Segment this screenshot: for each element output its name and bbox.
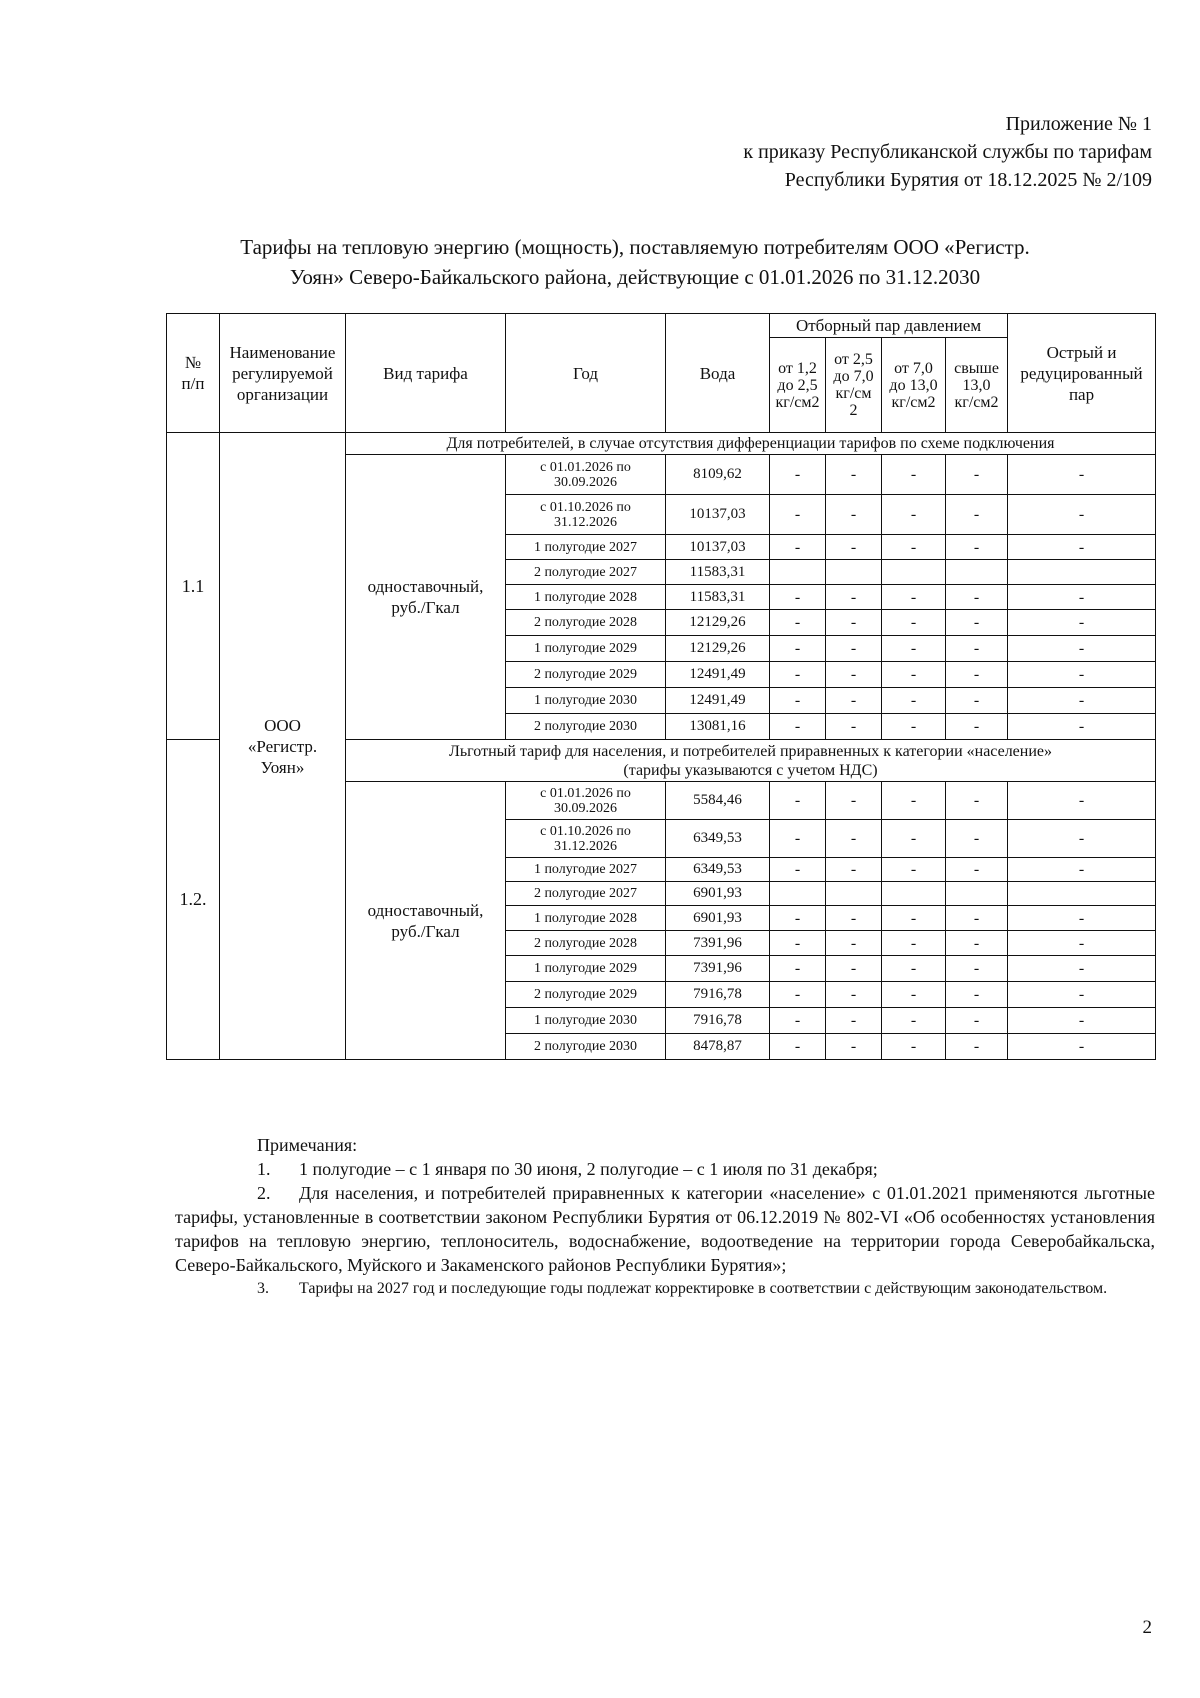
header-number: № п/п bbox=[167, 314, 220, 433]
header-pressure-1: от 1,2 до 2,5 кг/см2 bbox=[770, 338, 826, 433]
water-value: 12491,49 bbox=[666, 688, 770, 714]
steam-value: - bbox=[826, 455, 882, 495]
section-title-row bbox=[167, 433, 1156, 455]
steam-value: - bbox=[946, 714, 1008, 740]
organization-name: ООО «Регистр. Уоян» bbox=[220, 433, 346, 1060]
period-cell: с 01.01.2026 по 30.09.2026 bbox=[506, 455, 666, 495]
header-pressure-2: от 2,5 до 7,0 кг/см 2 bbox=[826, 338, 882, 433]
period-cell: 1 полугодие 2028 bbox=[506, 906, 666, 931]
steam-value: - bbox=[882, 820, 946, 858]
note-text: 1 полугодие – с 1 января по 30 июня, 2 полугодие – с 1 июля по 31 декабря; bbox=[299, 1159, 878, 1179]
steam-value: - bbox=[946, 688, 1008, 714]
steam-value bbox=[946, 882, 1008, 906]
sharp-steam-value: - bbox=[1008, 455, 1156, 495]
water-value: 7391,96 bbox=[666, 931, 770, 956]
sharp-steam-value: - bbox=[1008, 714, 1156, 740]
appendix-line-3: Республики Бурятия от 18.12.2025 № 2/109 bbox=[784, 169, 1152, 191]
water-value: 7391,96 bbox=[666, 956, 770, 982]
steam-value bbox=[826, 882, 882, 906]
water-value: 7916,78 bbox=[666, 1008, 770, 1034]
sharp-steam-value: - bbox=[1008, 495, 1156, 535]
steam-value: - bbox=[946, 662, 1008, 688]
water-value: 6901,93 bbox=[666, 906, 770, 931]
sharp-steam-value: - bbox=[1008, 782, 1156, 820]
notes-section bbox=[175, 1133, 1155, 1301]
steam-value: - bbox=[882, 1034, 946, 1060]
steam-value: - bbox=[770, 982, 826, 1008]
steam-value: - bbox=[882, 585, 946, 610]
water-value: 13081,16 bbox=[666, 714, 770, 740]
sharp-steam-value: - bbox=[1008, 535, 1156, 560]
sharp-steam-value: - bbox=[1008, 820, 1156, 858]
period-cell: 1 полугодие 2029 bbox=[506, 636, 666, 662]
steam-value: - bbox=[770, 1034, 826, 1060]
header-year: Год bbox=[506, 314, 666, 433]
page-number: 2 bbox=[1142, 1617, 1152, 1638]
water-value: 8478,87 bbox=[666, 1034, 770, 1060]
tariff-table bbox=[166, 313, 1156, 1060]
header-water: Вода bbox=[666, 314, 770, 433]
row-number: 1.2. bbox=[167, 740, 220, 1060]
steam-value: - bbox=[770, 956, 826, 982]
steam-value: - bbox=[882, 1008, 946, 1034]
steam-value: - bbox=[770, 906, 826, 931]
period-cell: 2 полугодие 2029 bbox=[506, 982, 666, 1008]
steam-value: - bbox=[770, 636, 826, 662]
steam-value: - bbox=[770, 662, 826, 688]
steam-value: - bbox=[946, 610, 1008, 636]
steam-value: - bbox=[882, 495, 946, 535]
steam-value: - bbox=[882, 782, 946, 820]
steam-value: - bbox=[946, 495, 1008, 535]
water-value: 12491,49 bbox=[666, 662, 770, 688]
water-value: 10137,03 bbox=[666, 535, 770, 560]
tariff-table-body bbox=[167, 433, 1156, 1060]
steam-value: - bbox=[826, 495, 882, 535]
steam-value: - bbox=[882, 931, 946, 956]
steam-value: - bbox=[882, 906, 946, 931]
appendix-header bbox=[743, 110, 1152, 194]
steam-value: - bbox=[826, 636, 882, 662]
steam-value: - bbox=[770, 782, 826, 820]
steam-value: - bbox=[770, 495, 826, 535]
steam-value: - bbox=[882, 858, 946, 882]
period-cell: 1 полугодие 2029 bbox=[506, 956, 666, 982]
steam-value: - bbox=[882, 455, 946, 495]
steam-value: - bbox=[826, 662, 882, 688]
period-cell: 1 полугодие 2030 bbox=[506, 688, 666, 714]
steam-value: - bbox=[826, 535, 882, 560]
steam-value: - bbox=[826, 820, 882, 858]
water-value: 10137,03 bbox=[666, 495, 770, 535]
appendix-line-1: Приложение № 1 bbox=[1005, 113, 1152, 135]
steam-value bbox=[946, 560, 1008, 585]
steam-value: - bbox=[770, 820, 826, 858]
water-value: 11583,31 bbox=[666, 560, 770, 585]
period-cell: с 01.10.2026 по 31.12.2026 bbox=[506, 820, 666, 858]
water-value: 11583,31 bbox=[666, 585, 770, 610]
steam-value: - bbox=[770, 610, 826, 636]
tariff-type: одноставочный, руб./Гкал bbox=[346, 782, 506, 1060]
title-line-2: Уоян» Северо-Байкальского района, действующие с 01.01.2026 по 31.12.2030 bbox=[289, 265, 981, 289]
note-item-3 bbox=[175, 1277, 1155, 1301]
sharp-steam-value bbox=[1008, 560, 1156, 585]
water-value: 5584,46 bbox=[666, 782, 770, 820]
steam-value: - bbox=[946, 1008, 1008, 1034]
steam-value: - bbox=[826, 688, 882, 714]
steam-value: - bbox=[882, 535, 946, 560]
steam-value bbox=[826, 560, 882, 585]
steam-value: - bbox=[946, 535, 1008, 560]
steam-value: - bbox=[882, 610, 946, 636]
steam-value: - bbox=[826, 585, 882, 610]
sharp-steam-value: - bbox=[1008, 1034, 1156, 1060]
steam-value bbox=[770, 882, 826, 906]
period-cell: 2 полугодие 2028 bbox=[506, 931, 666, 956]
row-number: 1.1 bbox=[167, 433, 220, 740]
steam-value: - bbox=[826, 858, 882, 882]
sharp-steam-value: - bbox=[1008, 906, 1156, 931]
steam-value: - bbox=[946, 858, 1008, 882]
steam-value: - bbox=[826, 1008, 882, 1034]
steam-value: - bbox=[946, 636, 1008, 662]
appendix-line-2: к приказу Республиканской службы по тарифам bbox=[743, 141, 1152, 163]
steam-value: - bbox=[770, 931, 826, 956]
header-sharp-steam: Острый и редуцированный пар bbox=[1008, 314, 1156, 433]
title-line-1: Тарифы на тепловую энергию (мощность), поставляемую потребителям ООО «Регистр. bbox=[240, 235, 1030, 259]
steam-value: - bbox=[826, 782, 882, 820]
steam-value: - bbox=[882, 956, 946, 982]
sharp-steam-value: - bbox=[1008, 956, 1156, 982]
water-value: 6901,93 bbox=[666, 882, 770, 906]
period-cell: 2 полугодие 2029 bbox=[506, 662, 666, 688]
period-cell: 2 полугодие 2030 bbox=[506, 714, 666, 740]
period-cell: 2 полугодие 2027 bbox=[506, 882, 666, 906]
steam-value: - bbox=[946, 455, 1008, 495]
steam-value: - bbox=[946, 1034, 1008, 1060]
steam-value: - bbox=[882, 636, 946, 662]
steam-value: - bbox=[946, 782, 1008, 820]
steam-value: - bbox=[826, 714, 882, 740]
steam-value bbox=[882, 882, 946, 906]
water-value: 8109,62 bbox=[666, 455, 770, 495]
steam-value: - bbox=[882, 982, 946, 1008]
period-cell: 2 полугодие 2028 bbox=[506, 610, 666, 636]
header-pressure-3: от 7,0 до 13,0 кг/см2 bbox=[882, 338, 946, 433]
period-cell: 2 полугодие 2027 bbox=[506, 560, 666, 585]
sharp-steam-value: - bbox=[1008, 662, 1156, 688]
note-text: Для населения, и потребителей приравненных к категории «население» с 01.01.2021 применяются льготные тарифы, установленные в соответствии законом Республики Бурятия от 06.12.2019 № 802-VI «Об особенностях установления тарифов на тепловую энергию, теплоноситель, водоснабжение, водоотведение на территории города Северобайкальска, Северо-Байкальского, Муйского и Закаменского районов Республики Бурятия»; bbox=[175, 1183, 1155, 1275]
period-cell: 1 полугодие 2028 bbox=[506, 585, 666, 610]
section-title: Для потребителей, в случае отсутствия дифференциации тарифов по схеме подключения bbox=[346, 433, 1156, 455]
note-item-2 bbox=[175, 1181, 1155, 1277]
water-value: 12129,26 bbox=[666, 610, 770, 636]
steam-value: - bbox=[770, 714, 826, 740]
note-number: 1. bbox=[257, 1159, 271, 1179]
section-title: Льготный тариф для населения, и потребителей приравненных к категории «население» (тарифы указываются с учетом НДС) bbox=[346, 740, 1156, 782]
water-value: 12129,26 bbox=[666, 636, 770, 662]
steam-value: - bbox=[770, 535, 826, 560]
steam-value: - bbox=[826, 982, 882, 1008]
steam-value: - bbox=[882, 662, 946, 688]
note-number: 2. bbox=[257, 1183, 271, 1203]
header-steam-group: Отборный пар давлением bbox=[770, 314, 1008, 338]
steam-value: - bbox=[770, 585, 826, 610]
period-cell: с 01.10.2026 по 31.12.2026 bbox=[506, 495, 666, 535]
steam-value bbox=[770, 560, 826, 585]
steam-value: - bbox=[826, 931, 882, 956]
note-text: Тарифы на 2027 год и последующие годы подлежат корректировке в соответствии с действующим законодательством. bbox=[299, 1280, 1108, 1297]
period-cell: 1 полугодие 2027 bbox=[506, 535, 666, 560]
document-title bbox=[150, 232, 1120, 292]
steam-value: - bbox=[946, 982, 1008, 1008]
period-cell: 2 полугодие 2030 bbox=[506, 1034, 666, 1060]
period-cell: 1 полугодие 2027 bbox=[506, 858, 666, 882]
sharp-steam-value: - bbox=[1008, 858, 1156, 882]
period-cell: с 01.01.2026 по 30.09.2026 bbox=[506, 782, 666, 820]
steam-value: - bbox=[882, 714, 946, 740]
steam-value: - bbox=[770, 688, 826, 714]
steam-value: - bbox=[826, 1034, 882, 1060]
sharp-steam-value: - bbox=[1008, 982, 1156, 1008]
tariff-type: одноставочный, руб./Гкал bbox=[346, 455, 506, 740]
steam-value: - bbox=[882, 688, 946, 714]
steam-value: - bbox=[946, 931, 1008, 956]
period-cell: 1 полугодие 2030 bbox=[506, 1008, 666, 1034]
steam-value: - bbox=[770, 1008, 826, 1034]
water-value: 7916,78 bbox=[666, 982, 770, 1008]
steam-value: - bbox=[946, 906, 1008, 931]
notes-heading: Примечания: bbox=[257, 1135, 358, 1155]
sharp-steam-value: - bbox=[1008, 688, 1156, 714]
sharp-steam-value: - bbox=[1008, 610, 1156, 636]
steam-value: - bbox=[946, 820, 1008, 858]
steam-value: - bbox=[826, 956, 882, 982]
note-number: 3. bbox=[257, 1280, 269, 1297]
header-tariff-type: Вид тарифа bbox=[346, 314, 506, 433]
water-value: 6349,53 bbox=[666, 820, 770, 858]
steam-value: - bbox=[770, 858, 826, 882]
steam-value: - bbox=[826, 906, 882, 931]
steam-value: - bbox=[946, 585, 1008, 610]
header-organization: Наименование регулируемой организации bbox=[220, 314, 346, 433]
steam-value bbox=[882, 560, 946, 585]
note-item-1 bbox=[175, 1157, 1155, 1181]
sharp-steam-value: - bbox=[1008, 636, 1156, 662]
steam-value: - bbox=[946, 956, 1008, 982]
sharp-steam-value: - bbox=[1008, 931, 1156, 956]
sharp-steam-value bbox=[1008, 882, 1156, 906]
steam-value: - bbox=[826, 610, 882, 636]
sharp-steam-value: - bbox=[1008, 585, 1156, 610]
water-value: 6349,53 bbox=[666, 858, 770, 882]
sharp-steam-value: - bbox=[1008, 1008, 1156, 1034]
header-pressure-4: свыше 13,0 кг/см2 bbox=[946, 338, 1008, 433]
steam-value: - bbox=[770, 455, 826, 495]
